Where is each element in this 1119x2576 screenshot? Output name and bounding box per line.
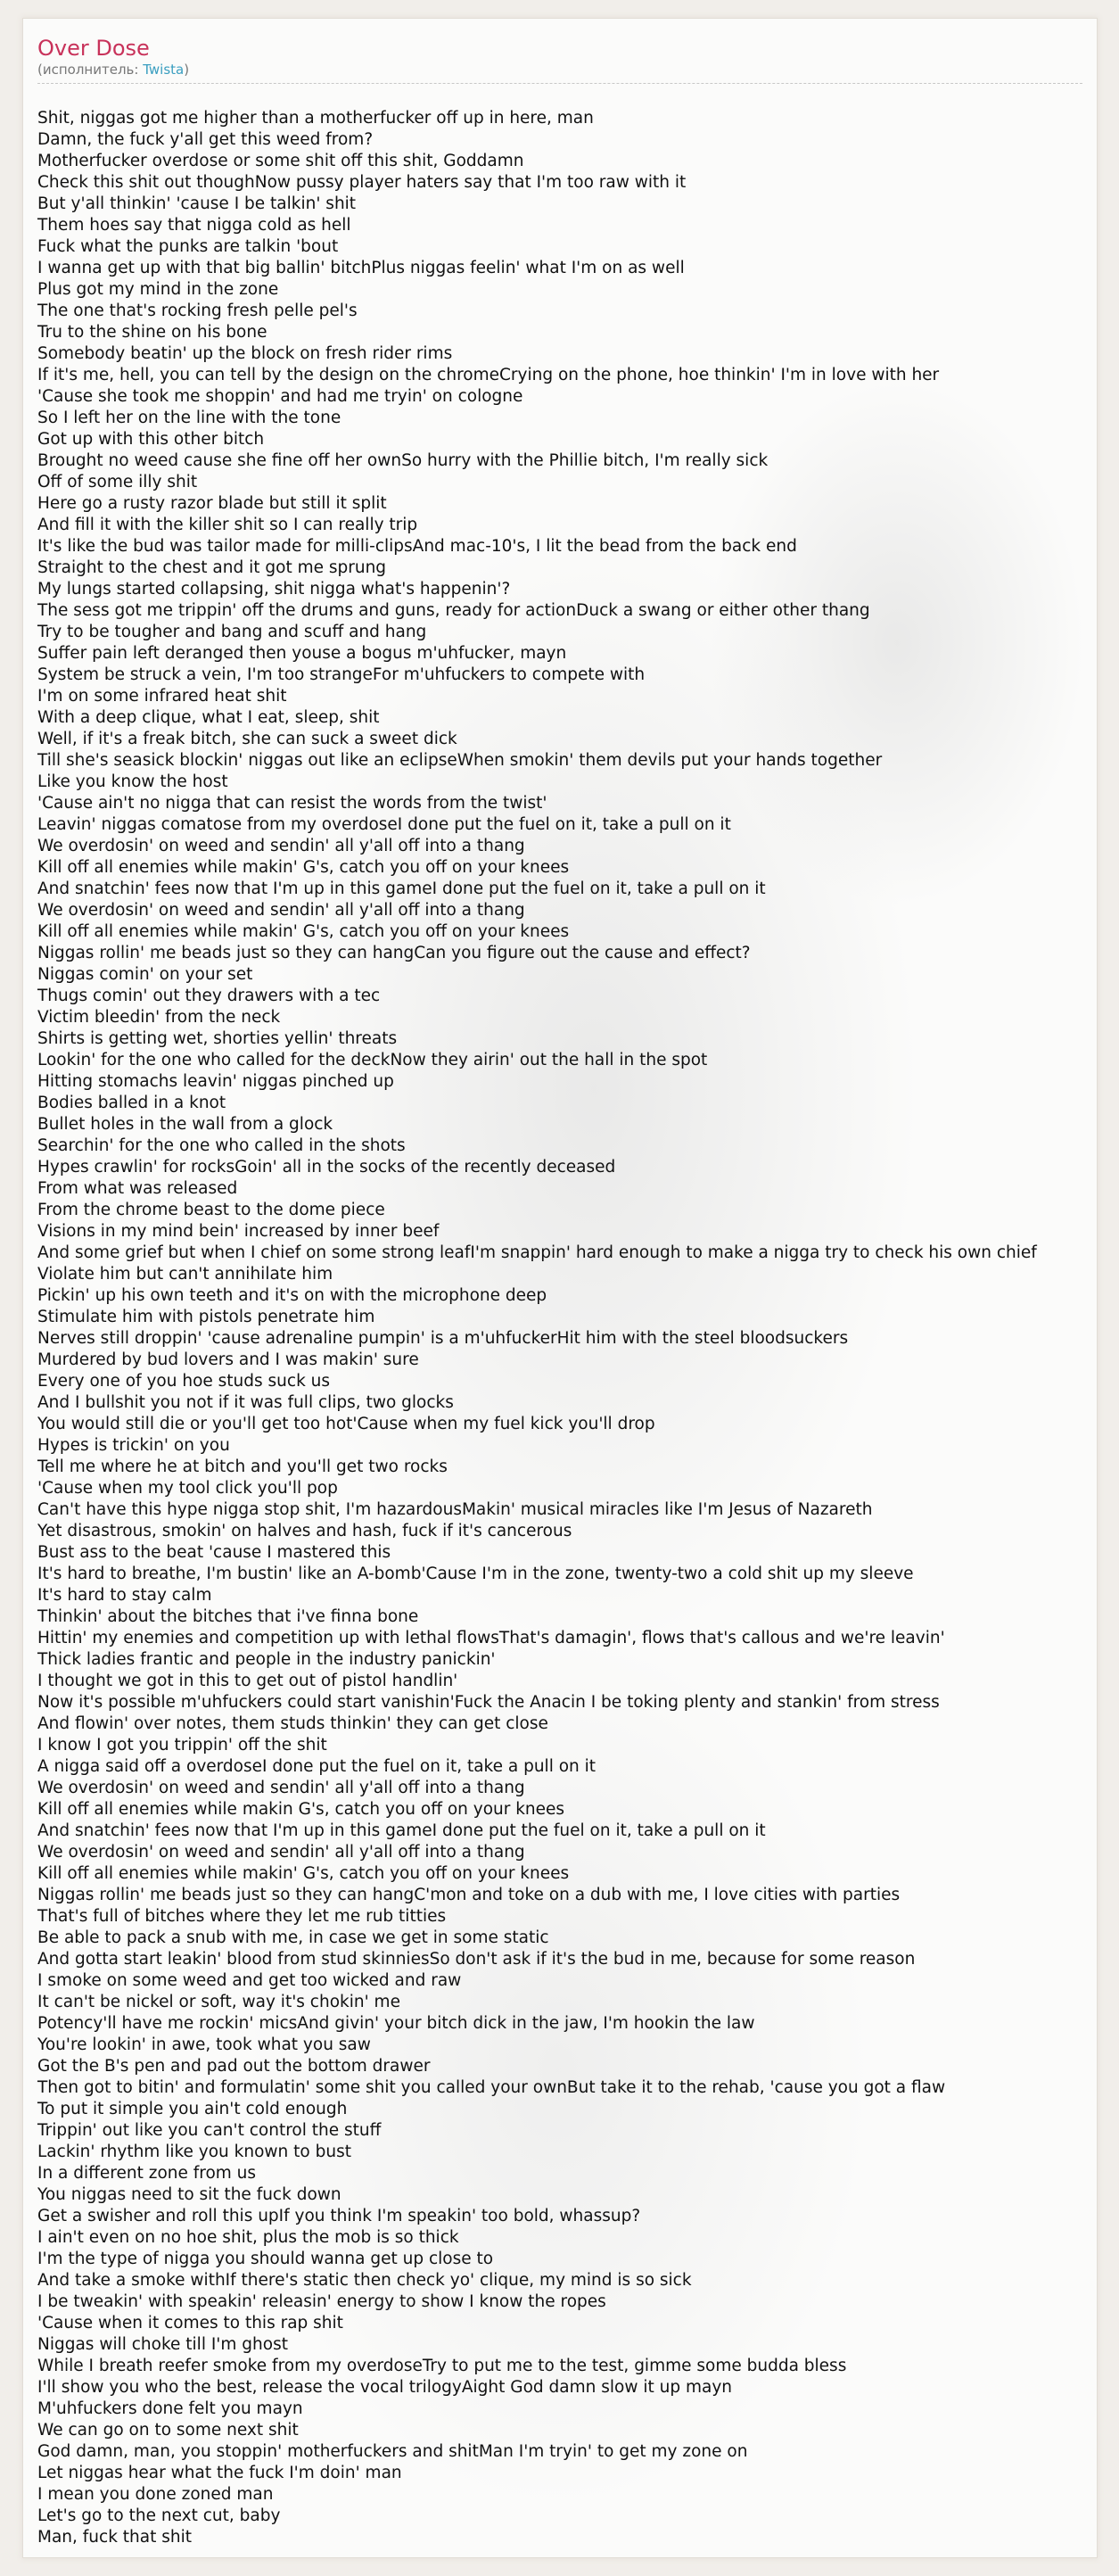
lyric-line: Hypes crawlin' for rocksGoin' all in the socks of the recently deceased xyxy=(37,1158,616,1177)
lyric-line: Niggas will choke till I'm ghost xyxy=(37,2335,288,2354)
lyric-line: You're lookin' in awe, took what you saw xyxy=(37,2035,371,2054)
lyric-line: Fuck what the punks are talkin 'bout xyxy=(37,237,339,256)
lyric-line: My lungs started collapsing, shit nigga what's happenin'? xyxy=(37,580,511,599)
lyric-line: Hitting stomachs leavin' niggas pinched up xyxy=(37,1072,394,1091)
lyric-line: 'Cause when it comes to this rap shit xyxy=(37,2314,343,2332)
lyric-line: Got up with this other bitch xyxy=(37,430,265,449)
lyric-line: Nerves still droppin' 'cause adrenaline pumpin' is a m'uhfuckerHit him with the steel bloodsuckers xyxy=(37,1329,849,1348)
lyric-line: Niggas rollin' me beads just so they can hangCan you figure out the cause and effect? xyxy=(37,944,751,962)
song-header xyxy=(37,35,1097,84)
lyric-line: It's hard to stay calm xyxy=(37,1586,212,1605)
lyric-line: You would still die or you'll get too hot'Cause when my fuel kick you'll drop xyxy=(37,1415,655,1433)
lyric-line: I'm the type of nigga you should wanna get up close to xyxy=(37,2250,494,2268)
lyric-line: Lookin' for the one who called for the deckNow they airin' out the hall in the spot xyxy=(37,1051,708,1069)
lyric-line: And snatchin' fees now that I'm up in this gameI done put the fuel on it, take a pull on it xyxy=(37,1821,766,1840)
lyric-line: We overdosin' on weed and sendin' all y'all off into a thang xyxy=(37,1843,525,1862)
lyric-line: Niggas rollin' me beads just so they can hangC'mon and toke on a dub with me, I love cities with parties xyxy=(37,1886,901,1904)
lyric-line: You niggas need to sit the fuck down xyxy=(37,2185,341,2204)
lyric-line: So I left her on the line with the tone xyxy=(37,409,341,427)
lyric-line: Well, if it's a freak bitch, she can suck a sweet dick xyxy=(37,730,457,748)
header-divider xyxy=(37,83,1082,84)
lyric-line: Lackin' rhythm like you known to bust xyxy=(37,2143,351,2161)
lyric-line: God damn, man, you stoppin' motherfuckers and shitMan I'm tryin' to get my zone on xyxy=(37,2442,748,2461)
lyric-line: Thick ladies frantic and people in the industry panickin' xyxy=(37,1650,496,1669)
lyric-line: Let niggas hear what the fuck I'm doin' man xyxy=(37,2464,402,2482)
lyric-line: Brought no weed cause she fine off her ownSo hurry with the Phillie bitch, I'm really sick xyxy=(37,451,769,470)
lyric-line: Violate him but can't annihilate him xyxy=(37,1265,333,1284)
lyric-line: Shirts is getting wet, shorties yellin' threats xyxy=(37,1029,398,1048)
lyric-line: Shit, niggas got me higher than a motherfucker off up in here, man xyxy=(37,109,594,128)
lyric-line: From the chrome beast to the dome piece xyxy=(37,1201,385,1219)
lyric-line: While I breath reefer smoke from my overdoseTry to put me to the test, gimme some budda bless xyxy=(37,2357,847,2375)
lyric-line: I wanna get up with that big ballin' bitchPlus niggas feelin' what I'm on as well xyxy=(37,259,685,277)
lyric-line: The sess got me trippin' off the drums and guns, ready for actionDuck a swang or either other thang xyxy=(37,601,870,620)
lyric-line: Then got to bitin' and formulatin' some shit you called your ownBut take it to the rehab, 'cause you got a flaw xyxy=(37,2078,946,2097)
lyric-line: It can't be nickel or soft, way it's chokin' me xyxy=(37,1993,400,2011)
lyric-line: Hypes is trickin' on you xyxy=(37,1436,230,1455)
lyric-line: Thugs comin' out they drawers with a tec xyxy=(37,987,381,1005)
lyric-line: We overdosin' on weed and sendin' all y'all off into a thang xyxy=(37,1779,525,1797)
lyric-line: Murdered by bud lovers and I was makin' sure xyxy=(37,1350,419,1369)
lyric-line: If it's me, hell, you can tell by the design on the chromeCrying on the phone, hoe thinkin' I'm in love with her xyxy=(37,366,940,384)
lyrics-text xyxy=(37,108,1097,2548)
lyric-line: Niggas comin' on your set xyxy=(37,965,253,984)
performer-credit xyxy=(37,62,1097,78)
lyric-line: Suffer pain left deranged then youse a bogus m'uhfucker, mayn xyxy=(37,644,567,663)
lyric-line: Bullet holes in the wall from a glock xyxy=(37,1115,333,1134)
lyric-line: Try to be tougher and bang and scuff and hang xyxy=(37,623,427,641)
lyric-line: Can't have this hype nigga stop shit, I'm hazardousMakin' musical miracles like I'm Jesus of Nazareth xyxy=(37,1500,873,1519)
lyric-line: Off of some illy shit xyxy=(37,473,198,491)
performer-link[interactable]: Twista xyxy=(143,62,185,78)
lyric-line: Thinkin' about the bitches that i've finna bone xyxy=(37,1607,419,1626)
lyric-line: And some grief but when I chief on some strong leafI'm snappin' hard enough to make a nigga try to check his own chief xyxy=(37,1243,1037,1262)
lyric-line: Motherfucker overdose or some shit off this shit, Goddamn xyxy=(37,152,524,170)
lyric-line: It's like the bud was tailor made for milli-clipsAnd mac-10's, I lit the bead from the back end xyxy=(37,537,797,556)
lyric-line: Potency'll have me rockin' micsAnd givin' your bitch dick in the jaw, I'm hookin the law xyxy=(37,2014,755,2033)
lyric-line: Got the B's pen and pad out the bottom drawer xyxy=(37,2057,431,2076)
lyric-line: That's full of bitches where they let me rub titties xyxy=(37,1907,447,1926)
lyric-line: I know I got you trippin' off the shit xyxy=(37,1736,327,1754)
lyric-line: And take a smoke withIf there's static then check yo' clique, my mind is so sick xyxy=(37,2271,692,2290)
lyric-line: 'Cause ain't no nigga that can resist the words from the twist' xyxy=(37,794,547,813)
lyric-line: Stimulate him with pistols penetrate him xyxy=(37,1308,375,1326)
lyric-line: Man, fuck that shit xyxy=(37,2528,192,2547)
lyric-line: A nigga said off a overdoseI done put the fuel on it, take a pull on it xyxy=(37,1757,597,1776)
lyric-line: I smoke on some weed and get too wicked and raw xyxy=(37,1971,462,1990)
lyric-line: I mean you done zoned man xyxy=(37,2485,274,2504)
performer-prefix: (исполнитель: xyxy=(37,62,144,78)
lyric-line: Them hoes say that nigga cold as hell xyxy=(37,216,351,235)
lyric-line: Damn, the fuck y'all get this weed from? xyxy=(37,130,374,149)
lyric-line: 'Cause she took me shoppin' and had me tryin' on cologne xyxy=(37,387,523,406)
lyric-line: Plus got my mind in the zone xyxy=(37,280,279,299)
lyric-line: Be able to pack a snub with me, in case we get in some static xyxy=(37,1928,549,1947)
lyric-line: With a deep clique, what I eat, sleep, shit xyxy=(37,708,380,727)
lyric-line: I'll show you who the best, release the vocal trilogyAight God damn slow it up mayn xyxy=(37,2378,733,2397)
lyric-line: It's hard to breathe, I'm bustin' like an A-bomb'Cause I'm in the zone, twenty-two a cold shit up my sleeve xyxy=(37,1565,914,1583)
lyric-line: Hittin' my enemies and competition up with lethal flowsThat's damagin', flows that's callous and we're leavin' xyxy=(37,1629,945,1647)
lyric-line: Now it's possible m'uhfuckers could start vanishin'Fuck the Anacin I be toking plenty and stankin' from stress xyxy=(37,1693,940,1712)
lyric-line: But y'all thinkin' 'cause I be talkin' shit xyxy=(37,194,357,213)
lyric-line: Bodies balled in a knot xyxy=(37,1094,226,1112)
lyric-line: Trippin' out like you can't control the stuff xyxy=(37,2121,382,2140)
lyric-line: I'm on some infrared heat shit xyxy=(37,687,287,706)
performer-suffix: ) xyxy=(184,62,190,78)
lyric-line: Let's go to the next cut, baby xyxy=(37,2506,281,2525)
lyric-line: From what was released xyxy=(37,1179,238,1198)
lyric-line: 'Cause when my tool click you'll pop xyxy=(37,1479,338,1498)
lyric-line: Somebody beatin' up the block on fresh rider rims xyxy=(37,344,453,363)
lyric-line: To put it simple you ain't cold enough xyxy=(37,2100,348,2118)
lyric-line: Kill off all enemies while makin' G's, catch you off on your knees xyxy=(37,858,570,877)
lyric-line: Check this shit out thoughNow pussy player haters say that I'm too raw with it xyxy=(37,173,687,192)
lyric-line: Leavin' niggas comatose from my overdoseI done put the fuel on it, take a pull on it xyxy=(37,815,731,834)
lyric-line: Till she's seasick blockin' niggas out like an eclipseWhen smokin' them devils put your hands together xyxy=(37,751,883,770)
lyric-line: Pickin' up his own teeth and it's on with the microphone deep xyxy=(37,1286,547,1305)
lyric-line: Tru to the shine on his bone xyxy=(37,323,267,342)
lyric-line: I thought we got in this to get out of pistol handlin' xyxy=(37,1672,458,1690)
lyric-line: Kill off all enemies while makin' G's, catch you off on your knees xyxy=(37,1864,570,1883)
lyric-line: Get a swisher and roll this upIf you think I'm speakin' too bold, whassup? xyxy=(37,2207,641,2225)
lyric-line: Like you know the host xyxy=(37,772,228,791)
lyric-line: System be struck a vein, I'm too strangeFor m'uhfuckers to compete with xyxy=(37,665,646,684)
lyric-line: Visions in my mind bein' increased by inner beef xyxy=(37,1222,440,1241)
lyric-line: Here go a rusty razor blade but still it split xyxy=(37,494,387,513)
lyric-line: And I bullshit you not if it was full clips, two glocks xyxy=(37,1393,454,1412)
song-title: Over Dose xyxy=(37,36,150,61)
lyric-line: I ain't even on no hoe shit, plus the mob is so thick xyxy=(37,2228,459,2247)
lyric-line: Straight to the chest and it got me sprung xyxy=(37,558,387,577)
lyric-line: And fill it with the killer shit so I can really trip xyxy=(37,516,418,534)
lyric-line: We can go on to some next shit xyxy=(37,2421,299,2440)
lyric-line: In a different zone from us xyxy=(37,2164,257,2183)
lyric-line: Kill off all enemies while makin' G's, catch you off on your knees xyxy=(37,922,570,941)
lyric-line: Bust ass to the beat 'cause I mastered this xyxy=(37,1543,391,1562)
lyric-line: I be tweakin' with speakin' releasin' energy to show I know the ropes xyxy=(37,2292,606,2311)
lyric-line: Every one of you hoe studs suck us xyxy=(37,1372,331,1391)
lyric-line: And gotta start leakin' blood from stud skinniesSo don't ask if it's the bud in me, because for some reason xyxy=(37,1950,916,1969)
lyrics-panel xyxy=(23,19,1097,2557)
lyric-line: M'uhfuckers done felt you mayn xyxy=(37,2399,303,2418)
lyric-line: Tell me where he at bitch and you'll get two rocks xyxy=(37,1457,448,1476)
lyric-line: Yet disastrous, smokin' on halves and hash, fuck if it's cancerous xyxy=(37,1522,572,1540)
lyric-line: And flowin' over notes, them studs thinkin' they can get close xyxy=(37,1714,548,1733)
lyric-line: The one that's rocking fresh pelle pel's xyxy=(37,301,358,320)
lyric-line: Searchin' for the one who called in the shots xyxy=(37,1136,406,1155)
lyric-line: Kill off all enemies while makin G's, catch you off on your knees xyxy=(37,1800,565,1819)
lyric-line: We overdosin' on weed and sendin' all y'all off into a thang xyxy=(37,901,525,920)
lyric-line: Victim bleedin' from the neck xyxy=(37,1008,281,1027)
lyric-line: We overdosin' on weed and sendin' all y'all off into a thang xyxy=(37,837,525,855)
lyric-line: And snatchin' fees now that I'm up in this gameI done put the fuel on it, take a pull on it xyxy=(37,879,766,898)
